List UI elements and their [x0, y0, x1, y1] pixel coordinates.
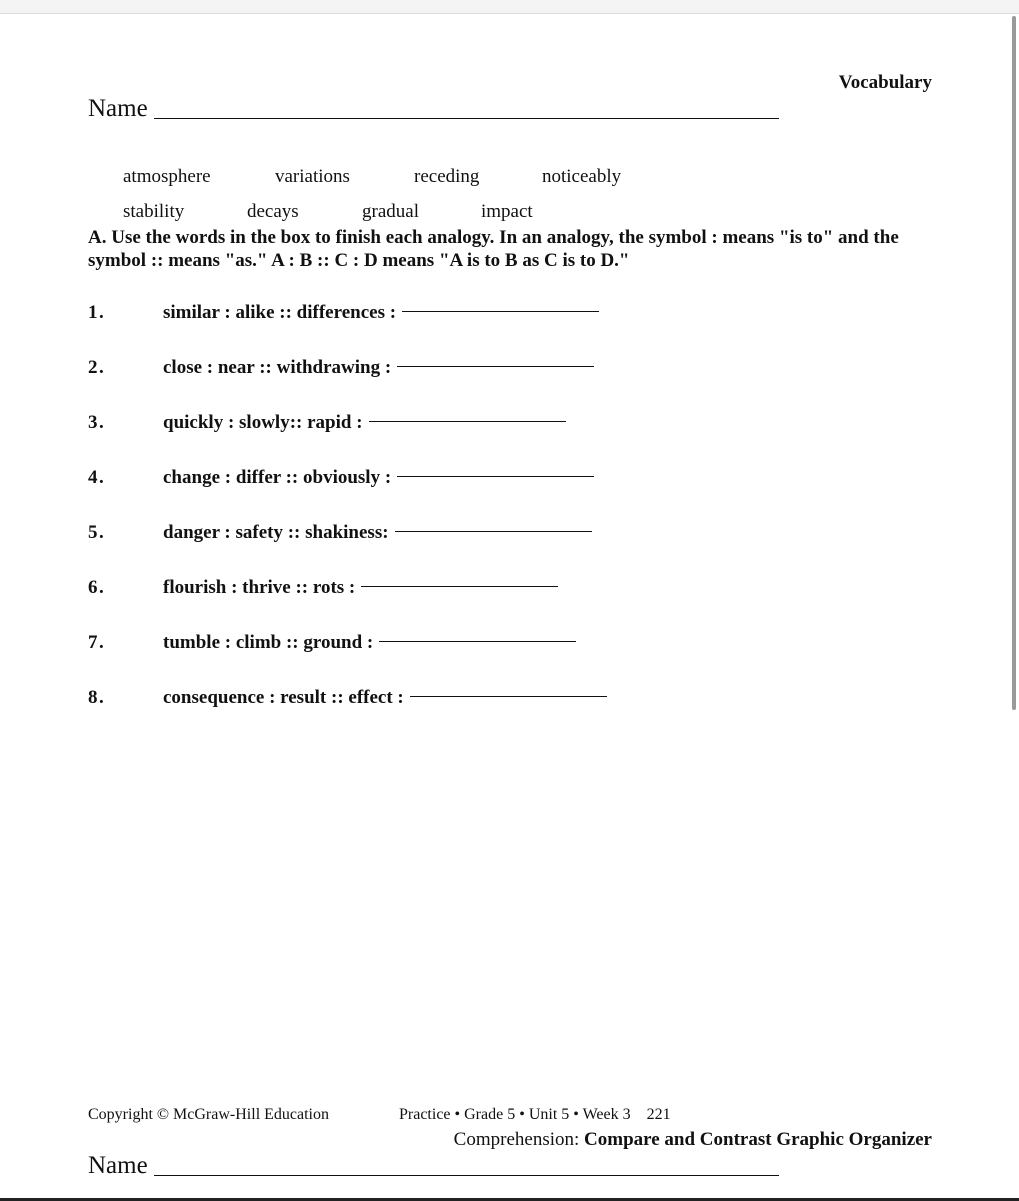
copyright-notice: Copyright © McGraw-Hill Education: [88, 1106, 329, 1123]
item-number: 6: [88, 577, 98, 598]
word-box-item: stability: [123, 201, 185, 222]
item-stem: flourish : thrive :: rots :: [163, 577, 356, 598]
item-stem: quickly : slowly:: rapid :: [163, 412, 363, 433]
name-blank: [154, 1175, 779, 1176]
page-title: Vocabulary: [838, 72, 932, 93]
directions: A. Use the words in the box to finish each analogy. In an analogy, the symbol : means "is to" and the symbol :: means "as." A : B :: C : D means "A is to B as C is to D.": [88, 227, 899, 271]
item-number: 1: [88, 302, 98, 323]
answer-blank[interactable]: [379, 641, 576, 642]
name-label: Name: [88, 1152, 148, 1179]
name-blank: [154, 118, 779, 119]
word-box-item: noticeably: [542, 166, 622, 187]
item-number: 8: [88, 687, 98, 708]
word-box-item: impact: [481, 201, 533, 222]
word-box-item: variations: [275, 166, 350, 187]
item-stem: tumble : climb :: ground :: [163, 632, 374, 653]
answer-blank[interactable]: [402, 311, 599, 312]
word-box-item: decays: [247, 201, 299, 222]
comprehension-prefix: Comprehension:: [453, 1129, 585, 1150]
item-number: 4: [88, 467, 98, 488]
item-number: 2: [88, 357, 98, 378]
item-number: 3: [88, 412, 98, 433]
item-stem: close : near :: withdrawing :: [163, 357, 392, 378]
answer-blank[interactable]: [397, 366, 594, 367]
item-stem: change : differ :: obviously :: [163, 467, 392, 488]
item-number: 7: [88, 632, 98, 653]
answer-blank[interactable]: [410, 696, 607, 697]
name-line-bottom: [88, 1152, 779, 1180]
viewer-top-bar: [0, 0, 1019, 14]
word-box-item: gradual: [362, 201, 419, 222]
answer-blank[interactable]: [395, 531, 592, 532]
practice-info: Practice • Grade 5 • Unit 5 • Week 3 221: [399, 1106, 671, 1123]
item-stem: consequence : result :: effect :: [163, 687, 404, 708]
comprehension-title: Compare and Contrast Graphic Organizer: [584, 1129, 932, 1150]
item-stem: danger : safety :: shakiness:: [163, 522, 389, 543]
vertical-scrollbar[interactable]: [1012, 16, 1016, 710]
answer-blank[interactable]: [397, 476, 594, 477]
word-box-item: atmosphere: [123, 166, 211, 187]
name-label: Name: [88, 95, 148, 122]
next-page-header: [454, 1129, 932, 1151]
answer-blank[interactable]: [361, 586, 558, 587]
item-number: 5: [88, 522, 98, 543]
word-box-item: receding: [414, 166, 480, 187]
item-stem: similar : alike :: differences :: [163, 302, 397, 323]
answer-blank[interactable]: [369, 421, 566, 422]
name-line-top: [88, 95, 779, 123]
